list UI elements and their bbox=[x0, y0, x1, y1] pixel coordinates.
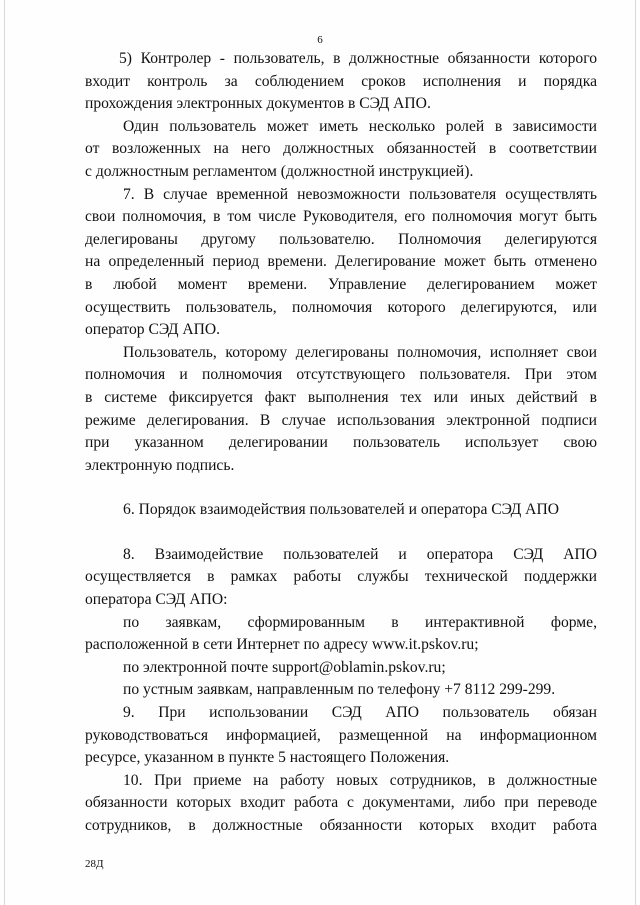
text-line: ресурсе, указанном в пункте 5 настоящего Положения. bbox=[85, 749, 450, 767]
text-line: по устным заявкам, направленным по телефону +7 8112 299-299. bbox=[123, 681, 556, 699]
text-line: оператора СЭД АПО: bbox=[85, 591, 228, 609]
text-line: при указанном делегировании пользователь использует свою bbox=[85, 434, 597, 452]
text-line: в любой момент времени. Управление делегированием может bbox=[85, 275, 597, 293]
page-edge-right bbox=[635, 0, 636, 905]
text-line: оператор СЭД АПО. bbox=[85, 321, 221, 339]
text-line: полномочия и полномочия отсутствующего пользователя. При этом bbox=[85, 366, 597, 384]
document-body bbox=[85, 48, 597, 838]
text-line: режиме делегирования. В случае использования электронной подписи bbox=[85, 411, 597, 429]
text-line: 10. При приеме на работу новых сотрудников, в должностные bbox=[123, 771, 597, 789]
text-line: обязанности которых входит работа с документами, либо при переводе bbox=[85, 794, 597, 812]
page-number: 6 bbox=[317, 34, 323, 46]
page-edge-left bbox=[4, 0, 5, 905]
text-line: расположенной в сети Интернет по адресу www.it.pskov.ru; bbox=[85, 636, 479, 654]
text-line: осуществляется в рамках работы службы технической поддержки bbox=[85, 568, 597, 586]
text-block-interaction bbox=[85, 544, 597, 838]
text-line: электронную подпись. bbox=[85, 456, 235, 474]
text-line: осуществить пользователь, полномочия которого делегируются, или bbox=[85, 298, 597, 316]
text-line: 8. Взаимодействие пользователей и оператора СЭД АПО bbox=[123, 545, 597, 563]
text-line: делегированы другому пользователю. Полномочия делегируются bbox=[85, 230, 597, 248]
text-line: с должностным регламентом (должностной инструкцией). bbox=[85, 162, 474, 180]
text-line: Пользователь, которому делегированы полномочия, исполняет свои bbox=[123, 343, 597, 361]
text-line: 9. При использовании СЭД АПО пользователь обязан bbox=[123, 704, 597, 722]
text-line: по заявкам, сформированным в интерактивной форме, bbox=[123, 613, 597, 631]
text-line: входит контроль за соблюдением сроков исполнения и порядка bbox=[85, 72, 597, 90]
text-line: прохождения электронных документов в СЭД АПО. bbox=[85, 95, 431, 113]
footer-code: 28Д bbox=[85, 858, 104, 870]
text-line: от возложенных на него должностных обязанностей в соответствии bbox=[85, 140, 597, 158]
text-line: Один пользователь может иметь несколько ролей в зависимости bbox=[123, 117, 597, 135]
text-line: руководствоваться информацией, размещенной на информационном bbox=[85, 726, 597, 744]
text-line: по электронной почте support@oblamin.pskov.ru; bbox=[123, 658, 446, 676]
text-line: 5) Контролер - пользователь, в должностные обязанности которого bbox=[119, 50, 597, 67]
text-block-roles-delegation bbox=[85, 48, 597, 477]
text-line: в системе фиксируется факт выполнения тех или иных действий в bbox=[85, 388, 597, 406]
text-line: 7. В случае временной невозможности пользователя осуществлять bbox=[123, 185, 597, 203]
text-line: сотрудников, в должностные обязанности которых входит работа bbox=[85, 817, 597, 834]
section-heading: 6. Порядок взаимодействия пользователей и оператора СЭД АПО bbox=[123, 501, 559, 519]
text-line: на определенный период времени. Делегирование может быть отменено bbox=[85, 253, 597, 271]
text-line: свои полномочия, в том числе Руководителя, его полномочия могут быть bbox=[85, 208, 597, 226]
